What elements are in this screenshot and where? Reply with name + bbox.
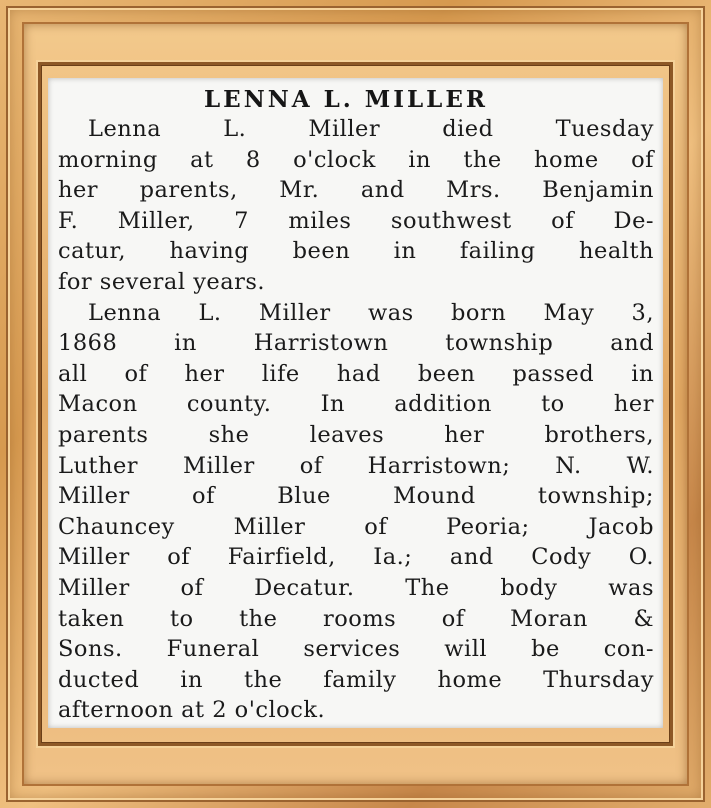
article-line: Chauncey Miller of Peoria; Jacob <box>58 513 654 540</box>
article-line: 1868 in Harristown township and <box>58 330 654 357</box>
article-line: catur, having been in failing health <box>58 238 654 265</box>
article-line: ducted in the family home Thursday <box>58 666 654 693</box>
article-line: for several years. <box>58 268 266 295</box>
article-line: Miller of Fairfield, Ia.; and Cody O. <box>58 544 654 571</box>
article-line: Sons. Funeral services will be con- <box>58 636 654 663</box>
newspaper-clipping <box>48 78 663 728</box>
article-line: Miller of Decatur. The body was <box>58 574 654 601</box>
article-line: Macon county. In addition to her <box>58 391 654 418</box>
article-line: F. Miller, 7 miles southwest of De- <box>58 207 654 234</box>
article-line: her parents, Mr. and Mrs. Benjamin <box>58 177 654 204</box>
article-line: taken to the rooms of Moran & <box>58 605 654 632</box>
article-line: Luther Miller of Harristown; N. W. <box>58 452 654 479</box>
obituary-article <box>58 86 654 726</box>
article-line: afternoon at 2 o'clock. <box>58 697 326 724</box>
article-headline: LENNA L. MILLER <box>204 86 488 113</box>
article-line: Miller of Blue Mound township; <box>58 483 654 510</box>
article-line: morning at 8 o'clock in the home of <box>58 146 654 173</box>
article-line: Lenna L. Miller died Tuesday <box>88 116 654 142</box>
article-line: parents she leaves her brothers, <box>58 421 654 448</box>
article-line: Lenna L. Miller was born May 3, <box>88 299 654 326</box>
article-line: all of her life had been passed in <box>58 360 654 387</box>
